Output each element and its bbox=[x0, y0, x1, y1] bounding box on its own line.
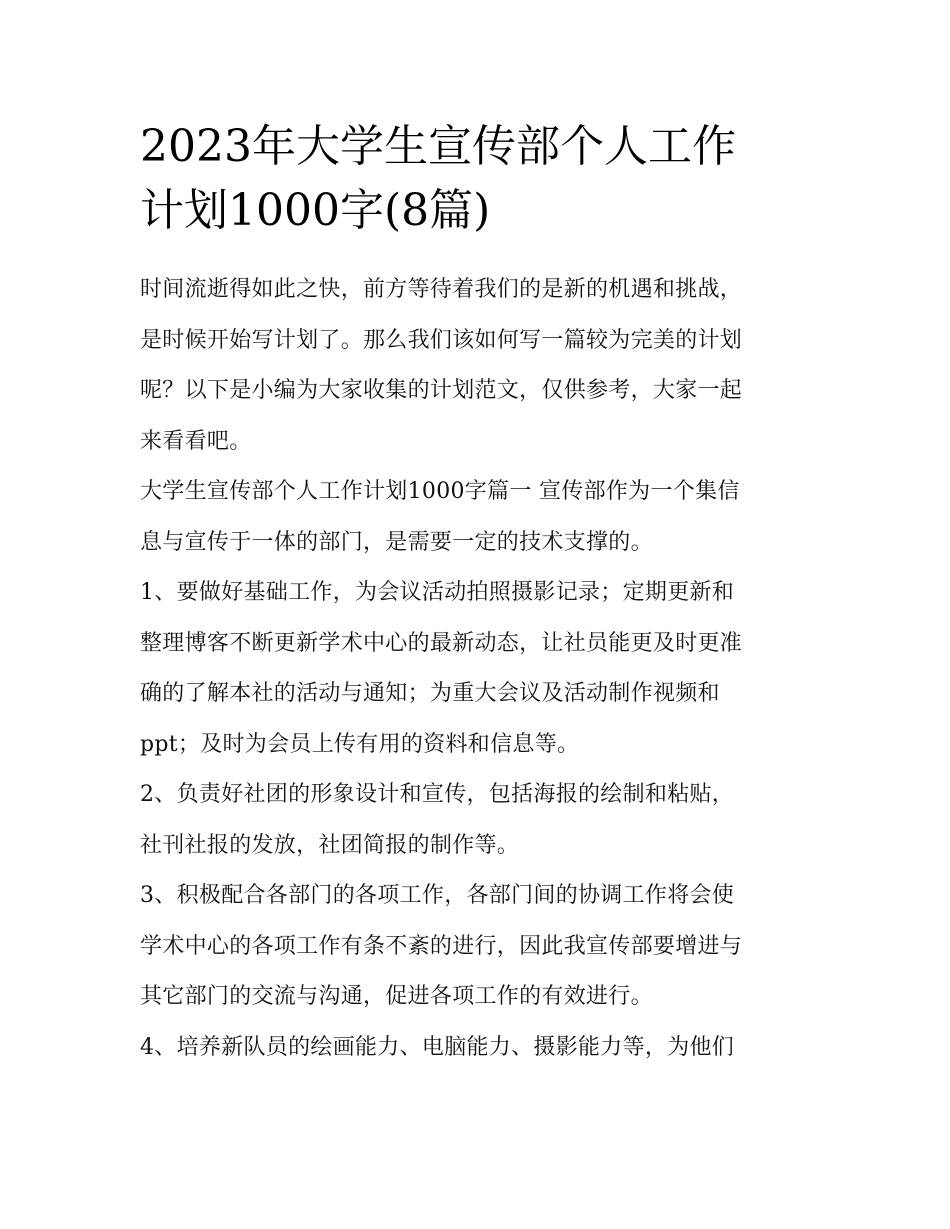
document-body bbox=[140, 265, 820, 1073]
text-line: 时间流逝得如此之快，前方等待着我们的是新的机遇和挑战， bbox=[140, 277, 743, 302]
text-line: 其它部门的交流与沟通，促进各项工作的有效进行。 bbox=[140, 984, 653, 1009]
paragraph-item-4 bbox=[140, 1023, 820, 1074]
text-line: 学术中心的各项工作有条不紊的进行，因此我宣传部要增进与 bbox=[140, 933, 743, 959]
text-line: 1、要做好基础工作，为会议活动拍照摄影记录；定期更新和 bbox=[140, 580, 735, 605]
text-line: 3、积极配合各部门的各项工作，各部门间的协调工作将会使 bbox=[140, 883, 735, 908]
title-line: 2023年大学生宣传部个人工作 bbox=[140, 121, 736, 172]
document-content bbox=[140, 115, 820, 1073]
text-line: 是时候开始写计划了。那么我们该如何写一篇较为完美的计划 bbox=[140, 327, 743, 353]
text-line: 息与宣传于一体的部门，是需要一定的技术支撑的。 bbox=[140, 529, 653, 555]
text-line: 社刊社报的发放，社团简报的制作等。 bbox=[140, 832, 520, 858]
paragraph-item-2 bbox=[140, 770, 820, 871]
text-line: ppt；及时为会员上传有用的资料和信息等。 bbox=[140, 731, 580, 757]
paragraph-item-1 bbox=[140, 568, 820, 770]
text-line: 2、负责好社团的形象设计和宣传，包括海报的绘制和粘贴， bbox=[140, 782, 735, 807]
text-line: 确的了解本社的活动与通知；为重大会议及活动制作视频和 bbox=[140, 681, 720, 706]
text-line: 4、培养新队员的绘画能力、电脑能力、摄影能力等，为他们 bbox=[140, 1034, 735, 1060]
page-title bbox=[140, 115, 820, 243]
text-line: 整理博客不断更新学术中心的最新动态，让社员能更及时更准 bbox=[140, 630, 743, 656]
paragraph-intro bbox=[140, 265, 820, 467]
title-line: 计划1000字(8篇) bbox=[140, 185, 491, 236]
text-line: 呢？以下是小编为大家收集的计划范文，仅供参考，大家一起 bbox=[140, 378, 743, 403]
text-line: 来看看吧。 bbox=[140, 428, 252, 454]
paragraph-section-one bbox=[140, 467, 820, 568]
text-line: 大学生宣传部个人工作计划1000字篇一 宣传部作为一个集信 bbox=[140, 479, 740, 504]
paragraph-item-3 bbox=[140, 871, 820, 1023]
